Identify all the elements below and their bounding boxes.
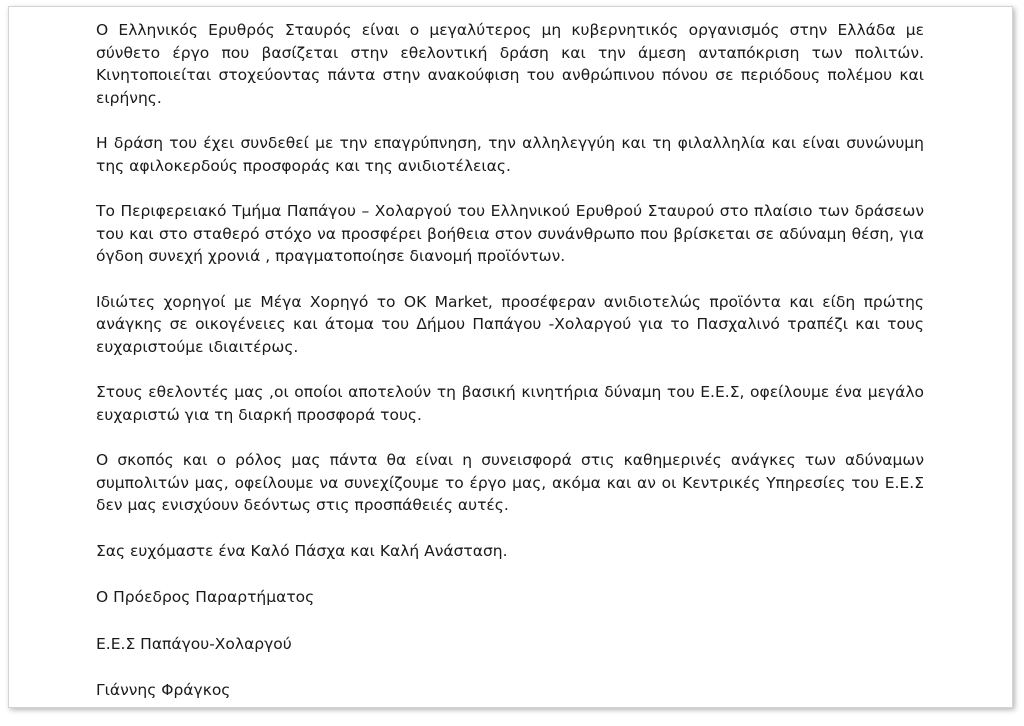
signature-organization: Ε.Ε.Σ Παπάγου-Χολαργού: [96, 634, 292, 653]
closing-greeting: Σας ευχόμαστε ένα Καλό Πάσχα και Καλή Ανάσταση.: [96, 541, 508, 560]
signature-name: Γιάννης Φράγκος: [96, 681, 231, 699]
paragraph-values: Η δράση του έχει συνδεθεί με την επαγρύπνηση, την αλληλεγγύη και τη φιλαλληλία και είναι συνώνυμη της αφιλοκερδούς προσφοράς και της ανιδιοτέλειας.: [96, 134, 924, 175]
paragraph-sponsors: Ιδιώτες χορηγοί με Μέγα Χορηγό το ΟΚ Market, προσέφεραν ανιδιοτελώς προϊόντα και είδη πρώτης ανάγκης σε οικογένειες και άτομα του Δήμου Παπάγου -Χολαργού για το Πασχαλινό τραπέζι και τους ευχαριστούμε ιδιαιτέρως.: [96, 292, 924, 356]
paragraph-distribution: Το Περιφερειακό Τμήμα Παπάγου – Χολαργού του Ελληνικού Ερυθρού Σταυρού στο πλαίσιο των δράσεων του και στο σταθερό στόχο να προσφέρει βοήθεια στον συνάνθρωπο που βρίσκεται σε αδύναμη θέση, για όγδοη συνεχή χρονιά , πραγματοποίησε διανομή προϊόντων.: [96, 202, 924, 265]
paragraph-intro: Ο Ελληνικός Ερυθρός Σταυρός είναι ο μεγαλύτερος μη κυβερνητικός οργανισμός στην Ελλάδα με σύνθετο έργο που βασίζεται στην εθελοντική δράση και την άμεση ανταπόκριση των πολιτών. Κινητοποιείται στοχεύοντας πάντα στην ανακούφιση του ανθρώπινου πόνου σε περιόδους πολέμου και ειρήνης.: [96, 21, 924, 107]
paragraph-volunteers: Στους εθελοντές μας ,οι οποίοι αποτελούν τη βασική κινητήρια δύναμη του Ε.Ε.Σ, οφείλουμε ένα μεγάλο ευχαριστώ για τη διαρκή προσφορά τους.: [96, 383, 924, 424]
document-body: [96, 19, 924, 726]
signature-title: Ο Πρόεδρος Παραρτήματος: [96, 588, 315, 606]
document-page: [8, 6, 1013, 708]
paragraph-mission: Ο σκοπός και ο ρόλος μας πάντα θα είναι η συνεισφορά στις καθημερινές ανάγκες των αδύναμων συμπολιτών μας, οφείλουμε να συνεχίζουμε το έργο μας, ακόμα και αν οι Κεντρικές Υπηρεσίες του Ε.Ε.Σ δεν μας ενισχύουν δεόντως στις προσπάθειές αυτές.: [96, 451, 924, 514]
